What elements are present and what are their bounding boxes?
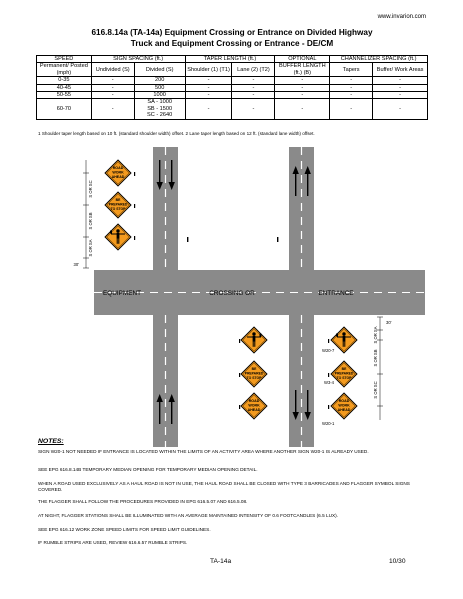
sign-text: TO STOP	[246, 376, 262, 381]
table-cell: -	[232, 99, 275, 119]
dimension-label: S OR SC	[373, 381, 378, 399]
sign-text: ROAD	[248, 399, 260, 403]
sign-text: PREPARED	[244, 371, 264, 376]
sign-code: W20-7	[322, 348, 335, 353]
sign-text: TO STOP	[110, 207, 126, 212]
table-cell: -	[232, 84, 275, 91]
table-cell: -	[275, 99, 330, 119]
be-prepared-to-stop-sign	[241, 361, 267, 387]
table-cell: -	[185, 77, 232, 84]
table-cell: SA - 1000 SB - 1500 SC - 2640	[134, 99, 185, 119]
table-cell: -	[330, 99, 373, 119]
sign-text: WORK	[248, 403, 260, 408]
sign-code: W3-4	[324, 380, 335, 385]
table-cell: -	[91, 84, 134, 91]
table-cell: -	[330, 84, 373, 91]
group-header-speed: SPEED	[37, 56, 92, 63]
sub-header: Buffer/ Work Areas	[373, 63, 428, 77]
group-header-taper-length: TAPER LENGTH (ft.)	[185, 56, 275, 63]
flagger-sign	[241, 327, 267, 353]
sign-text: WORK	[112, 170, 124, 175]
note-item: WHEN A ROAD USED EXCLUSIVELY AS A HAUL ROAD IS NOT IN USE, THE HAUL ROAD SHALL BE CLOSED WITH TYPE 3 BARRICADES AND FLAGGER SYMBOL SIGNS COVERED.	[38, 481, 410, 492]
sign-post-icon	[187, 237, 278, 242]
note-item: SIGN W20-1 NOT NEEDED IF ENTRANCE IS LOCATED WITHIN THE LIMITS OF AN ACTIVITY AREA WHERE ANOTHER SIGN W20-1 IS ALREADY USED.	[38, 449, 369, 454]
table-cell: 1000	[134, 92, 185, 99]
table-cell: 200	[134, 77, 185, 84]
sub-header: Lane (2) (T2)	[232, 63, 275, 77]
sub-header: Divided (S)	[134, 63, 185, 77]
table-cell: -	[232, 77, 275, 84]
road-work-ahead-sign	[331, 393, 357, 419]
table-cell: -	[373, 77, 428, 84]
sign-text: WORK	[338, 403, 350, 408]
table-cell: -	[275, 77, 330, 84]
sign-text: TO STOP	[336, 376, 352, 381]
table-cell: -	[275, 84, 330, 91]
dimension-label: S OR SB	[88, 212, 93, 230]
table-cell: 500	[134, 84, 185, 91]
table-cell: 50-55	[37, 92, 92, 99]
table-cell: -	[91, 77, 134, 84]
sign-text: BE	[341, 367, 347, 371]
notes-title: NOTES:	[38, 438, 64, 445]
table-cell: -	[185, 99, 232, 119]
dimension-label: 30'	[386, 320, 392, 325]
group-header-optional: OPTIONAL	[275, 56, 330, 63]
be-prepared-to-stop-sign	[105, 192, 131, 218]
sub-header: Undivided (S)	[91, 63, 134, 77]
sign-text: ROAD	[112, 166, 124, 170]
sub-header: Shoulder (1) (T1)	[185, 63, 232, 77]
note-item: IF RUMBLE STRIPS ARE USED, REVIEW 616.6.57 RUMBLE STRIPS.	[38, 540, 188, 545]
website-url: www.invarion.com	[377, 14, 426, 20]
table-cell: -	[275, 92, 330, 99]
note-item: THE FLAGGER SHALL FOLLOW THE PROCEDURES PROVIDED IN EPG 616.5.07 AND 616.5.08.	[38, 499, 248, 504]
table-cell: -	[373, 99, 428, 119]
group-header-channelizer: CHANNELIZER SPACING (ft.)	[330, 56, 428, 63]
sign-text: BE	[115, 198, 121, 202]
page-number: 10/30	[389, 558, 406, 565]
table-cell: -	[91, 99, 134, 119]
page-label: TA-14a	[210, 558, 232, 565]
sign-post-icon	[134, 172, 135, 240]
table-cell: -	[330, 92, 373, 99]
table-cell: -	[373, 92, 428, 99]
sign-text: ROAD	[338, 399, 350, 403]
road-work-ahead-sign	[241, 393, 267, 419]
sign-text: AHEAD	[337, 408, 351, 413]
table-cell: -	[185, 92, 232, 99]
page-title: 616.8.14a (TA-14a) Equipment Crossing or Entrance on Divided Highway	[91, 28, 373, 37]
sign-text: AHEAD	[111, 175, 125, 180]
sign-text: PREPARED	[334, 371, 354, 376]
sub-header: Tapers	[330, 63, 373, 77]
sign-text: BE	[251, 367, 257, 371]
table-cell: 0-35	[37, 77, 92, 84]
be-prepared-to-stop-sign	[331, 361, 357, 387]
table-cell: -	[232, 92, 275, 99]
dimension-label: S OR SC	[88, 180, 93, 198]
table-cell: -	[330, 77, 373, 84]
sign-text: AHEAD	[247, 408, 261, 413]
crossing-label-entrance: ENTRANCE	[318, 290, 354, 297]
table-footnote: 1 Shoulder taper length based on 10 ft. (standard shoulder width) offset. 2 Lane taper length based on 12 ft. (standard lane width) offset.	[38, 131, 315, 136]
dimension-label: S OR SA	[373, 326, 378, 344]
dimension-label: 30'	[73, 262, 79, 267]
table-cell: 40-45	[37, 84, 92, 91]
dimension-label: S OR SA	[88, 239, 93, 257]
note-item: AT NIGHT, FLAGGER STATIONS SHALL BE ILLUMINATED WITH AN AVERAGE MAINTAINED INTENSITY OF 0.6 FOOTCANDLES (6.5 LUX).	[38, 513, 338, 518]
crossing-label-equipment: EQUIPMENT	[103, 290, 141, 297]
note-item: SEE EPG 616.8.14B TEMPORARY MEDIAN OPENING FOR TEMPORARY MEDIAN OPENING DETAIL.	[38, 467, 258, 472]
group-header-sign-spacing: SIGN SPACING (ft.)	[91, 56, 185, 63]
sign-text: PREPARED	[108, 202, 128, 207]
sign-code: W20-1	[322, 421, 335, 426]
sub-header: Permanent/ Posted (mph)	[37, 63, 92, 77]
table-cell: -	[373, 84, 428, 91]
table-cell: 60-70	[37, 99, 92, 119]
flagger-sign	[331, 327, 357, 353]
page-subtitle: Truck and Equipment Crossing or Entrance - DE/CM	[130, 39, 334, 48]
sub-header: BUFFER LENGTH (ft.) (B)	[275, 63, 330, 77]
crossing-label-crossing: CROSSING OR	[209, 290, 255, 297]
road-work-ahead-sign	[105, 160, 131, 186]
dimension-label: S OR SB	[373, 349, 378, 367]
table-cell: -	[91, 92, 134, 99]
table-cell: -	[185, 84, 232, 91]
note-item: SEE EPG 616.12 WORK ZONE SPEED LIMITS FOR SPEED LIMIT GUIDELINES.	[38, 527, 211, 532]
flagger-sign	[105, 224, 131, 250]
